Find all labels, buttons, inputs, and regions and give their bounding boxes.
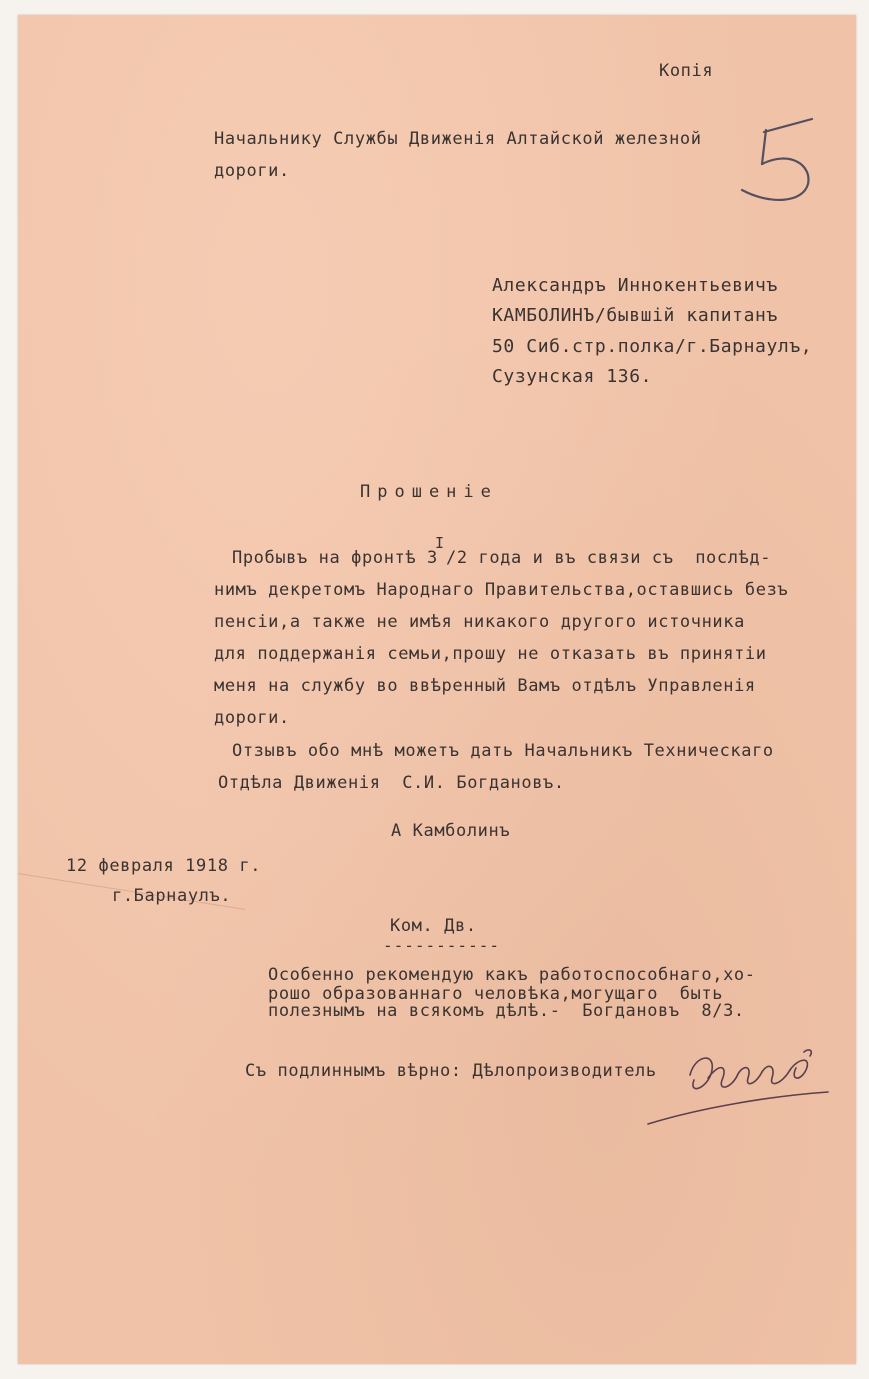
resolution-line-2: рошо образованнаго человѣка,могущаго быть — [268, 984, 724, 1004]
date-line: 12 февраля 1918 г. — [66, 856, 262, 876]
body-line-2: нимъ декретомъ Народнаго Правительства,оставшись безъ — [214, 580, 789, 600]
addressee-line-1: Начальнику Службы Движенія Алтайской железной — [214, 129, 702, 149]
addressee-line-2: дороги. — [214, 161, 290, 181]
certification-line: Съ подлиннымъ вѣрно: Дѣлопроизводитель — [245, 1061, 657, 1081]
sender-line-4: Сузунская 136. — [492, 366, 653, 387]
place-line: г.Барнаулъ. — [112, 886, 232, 906]
sender-line-2: КАМБОЛИНЪ/бывшій капитанъ — [492, 305, 778, 326]
sender-line-1: Александръ Иннокентьевичъ — [492, 275, 778, 296]
document-title: Прошеніе — [360, 482, 498, 502]
body-line-3: пенсіи,а также не имѣя никакого другого источника — [214, 612, 745, 632]
body-line-1-end: /2 года и въ связи съ послѣд- — [446, 548, 772, 568]
body-line-6: дороги. — [214, 708, 290, 728]
body-line-7: Отзывъ обо мнѣ можетъ дать Начальникъ Техническаго — [232, 741, 774, 761]
body-line-8: Отдѣла Движенія С.И. Богдановъ. — [218, 773, 565, 793]
typed-signature: А Камболинъ — [391, 821, 511, 841]
resolution-line-3: полезнымъ на всякомъ дѣлѣ.- Богдановъ 8/3. — [268, 1001, 745, 1021]
resolution-heading: Ком. Дв. — [390, 916, 477, 936]
body-line-5: меня на службу во ввѣренный Вамъ отдѣлъ Управленія — [214, 676, 756, 696]
body-line-1-start: Пробывъ на фронтѣ 3 — [232, 548, 438, 568]
sender-line-3: 50 Сиб.стр.полка/г.Барнаулъ, — [492, 336, 813, 357]
handwritten-page-number — [742, 119, 812, 200]
resolution-underline: ----------- — [383, 936, 500, 955]
resolution-line-1: Особенно рекомендую какъ работоспособнаго,хо- — [268, 965, 756, 985]
copy-mark: Копія — [659, 61, 714, 81]
body-line-4: для поддержанія семьи,прошу не отказать въ принятіи — [214, 644, 767, 664]
clerk-signature — [648, 1050, 828, 1124]
body-line-1-superscript: I — [435, 534, 445, 552]
